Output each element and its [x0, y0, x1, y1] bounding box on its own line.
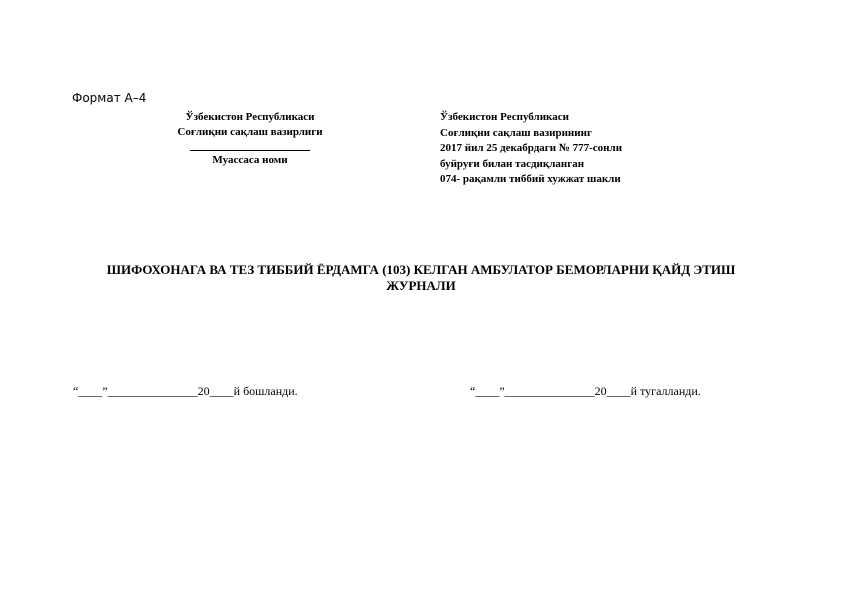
republic-line: Ўзбекистон Республикаси — [185, 111, 315, 123]
approval-line-1: Ўзбекистон Республикаси — [440, 111, 569, 123]
start-date-line: “____”_______________20____й бошланди. — [73, 384, 298, 398]
format-label: Формат А–4 — [72, 91, 147, 105]
institution-name-caption: Муассаса номи — [212, 154, 288, 166]
approval-line-5: 074- рақамли тиббий хужжат шакли — [440, 173, 621, 185]
ministry-line: Соғлиқни сақлаш вазирлиги — [177, 126, 323, 138]
journal-title-line-1: ШИФОХОНАГА ВА ТЕЗ ТИББИЙ ЁРДАМГА (103) КЕЛГАН АМБУЛАТОР БЕМОРЛАРНИ ҚАЙД ЭТИШ — [106, 262, 736, 277]
journal-title-line-2: ЖУРНАЛИ — [386, 278, 456, 293]
journal-title — [60, 262, 782, 294]
approval-line-2: Соғлиқни сақлаш вазирининг — [440, 126, 592, 139]
approval-line-3: 2017 йил 25 декабрдаги № 777-сонли — [440, 142, 623, 154]
approval-line-4: буйруғи билан тасдиқланган — [440, 157, 585, 170]
end-date-line: “____”_______________20____й тугалланди. — [470, 384, 701, 398]
approval-header — [440, 110, 740, 188]
institution-header — [150, 110, 350, 168]
institution-name-line — [190, 150, 310, 151]
